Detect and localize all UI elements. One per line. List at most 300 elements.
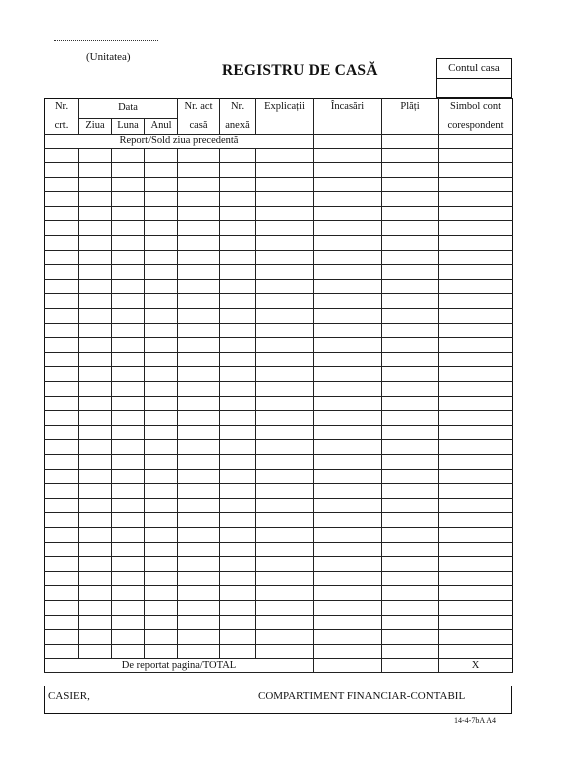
nr-cell[interactable] xyxy=(45,279,79,294)
month-cell[interactable] xyxy=(112,425,145,440)
receipts-cell[interactable] xyxy=(314,425,382,440)
symbol-cell[interactable] xyxy=(439,309,513,324)
explanation-cell[interactable] xyxy=(256,279,314,294)
payments-cell[interactable] xyxy=(382,250,439,265)
nr-cell[interactable] xyxy=(45,250,79,265)
day-cell[interactable] xyxy=(79,513,112,528)
year-cell[interactable] xyxy=(145,425,178,440)
act-cell[interactable] xyxy=(178,571,220,586)
receipts-cell[interactable] xyxy=(314,527,382,542)
day-cell[interactable] xyxy=(79,630,112,645)
act-cell[interactable] xyxy=(178,309,220,324)
day-cell[interactable] xyxy=(79,206,112,221)
payments-cell[interactable] xyxy=(382,279,439,294)
unit-name-line[interactable] xyxy=(54,40,158,41)
payments-cell[interactable] xyxy=(382,571,439,586)
total-payments-cell[interactable] xyxy=(382,659,439,673)
receipts-cell[interactable] xyxy=(314,484,382,499)
annex-cell[interactable] xyxy=(220,148,256,163)
annex-cell[interactable] xyxy=(220,557,256,572)
month-cell[interactable] xyxy=(112,221,145,236)
day-cell[interactable] xyxy=(79,250,112,265)
payments-cell[interactable] xyxy=(382,148,439,163)
symbol-cell[interactable] xyxy=(439,206,513,221)
year-cell[interactable] xyxy=(145,396,178,411)
receipts-cell[interactable] xyxy=(314,309,382,324)
payments-cell[interactable] xyxy=(382,630,439,645)
symbol-cell[interactable] xyxy=(439,338,513,353)
symbol-cell[interactable] xyxy=(439,250,513,265)
explanation-cell[interactable] xyxy=(256,148,314,163)
payments-cell[interactable] xyxy=(382,586,439,601)
annex-cell[interactable] xyxy=(220,644,256,659)
explanation-cell[interactable] xyxy=(256,615,314,630)
symbol-cell[interactable] xyxy=(439,586,513,601)
explanation-cell[interactable] xyxy=(256,338,314,353)
annex-cell[interactable] xyxy=(220,469,256,484)
day-cell[interactable] xyxy=(79,367,112,382)
day-cell[interactable] xyxy=(79,615,112,630)
explanation-cell[interactable] xyxy=(256,527,314,542)
act-cell[interactable] xyxy=(178,454,220,469)
act-cell[interactable] xyxy=(178,177,220,192)
nr-cell[interactable] xyxy=(45,206,79,221)
annex-cell[interactable] xyxy=(220,396,256,411)
nr-cell[interactable] xyxy=(45,323,79,338)
day-cell[interactable] xyxy=(79,294,112,309)
payments-cell[interactable] xyxy=(382,454,439,469)
day-cell[interactable] xyxy=(79,600,112,615)
month-cell[interactable] xyxy=(112,177,145,192)
nr-cell[interactable] xyxy=(45,513,79,528)
receipts-cell[interactable] xyxy=(314,294,382,309)
receipts-cell[interactable] xyxy=(314,571,382,586)
nr-cell[interactable] xyxy=(45,294,79,309)
day-cell[interactable] xyxy=(79,542,112,557)
explanation-cell[interactable] xyxy=(256,542,314,557)
act-cell[interactable] xyxy=(178,498,220,513)
receipts-cell[interactable] xyxy=(314,192,382,207)
act-cell[interactable] xyxy=(178,411,220,426)
year-cell[interactable] xyxy=(145,265,178,280)
symbol-cell[interactable] xyxy=(439,644,513,659)
symbol-cell[interactable] xyxy=(439,469,513,484)
month-cell[interactable] xyxy=(112,586,145,601)
payments-cell[interactable] xyxy=(382,265,439,280)
symbol-cell[interactable] xyxy=(439,236,513,251)
payments-cell[interactable] xyxy=(382,177,439,192)
month-cell[interactable] xyxy=(112,454,145,469)
receipts-cell[interactable] xyxy=(314,148,382,163)
year-cell[interactable] xyxy=(145,294,178,309)
symbol-cell[interactable] xyxy=(439,571,513,586)
explanation-cell[interactable] xyxy=(256,425,314,440)
symbol-cell[interactable] xyxy=(439,294,513,309)
receipts-cell[interactable] xyxy=(314,323,382,338)
payments-cell[interactable] xyxy=(382,440,439,455)
year-cell[interactable] xyxy=(145,192,178,207)
act-cell[interactable] xyxy=(178,630,220,645)
day-cell[interactable] xyxy=(79,352,112,367)
explanation-cell[interactable] xyxy=(256,469,314,484)
receipts-cell[interactable] xyxy=(314,411,382,426)
annex-cell[interactable] xyxy=(220,600,256,615)
receipts-cell[interactable] xyxy=(314,615,382,630)
act-cell[interactable] xyxy=(178,469,220,484)
nr-cell[interactable] xyxy=(45,411,79,426)
year-cell[interactable] xyxy=(145,644,178,659)
annex-cell[interactable] xyxy=(220,177,256,192)
nr-cell[interactable] xyxy=(45,454,79,469)
explanation-cell[interactable] xyxy=(256,440,314,455)
year-cell[interactable] xyxy=(145,279,178,294)
nr-cell[interactable] xyxy=(45,425,79,440)
payments-cell[interactable] xyxy=(382,498,439,513)
annex-cell[interactable] xyxy=(220,382,256,397)
year-cell[interactable] xyxy=(145,177,178,192)
explanation-cell[interactable] xyxy=(256,265,314,280)
receipts-cell[interactable] xyxy=(314,177,382,192)
payments-cell[interactable] xyxy=(382,221,439,236)
year-cell[interactable] xyxy=(145,484,178,499)
day-cell[interactable] xyxy=(79,177,112,192)
day-cell[interactable] xyxy=(79,279,112,294)
year-cell[interactable] xyxy=(145,352,178,367)
annex-cell[interactable] xyxy=(220,586,256,601)
symbol-cell[interactable] xyxy=(439,221,513,236)
symbol-cell[interactable] xyxy=(439,600,513,615)
month-cell[interactable] xyxy=(112,294,145,309)
day-cell[interactable] xyxy=(79,571,112,586)
year-cell[interactable] xyxy=(145,600,178,615)
receipts-cell[interactable] xyxy=(314,630,382,645)
act-cell[interactable] xyxy=(178,557,220,572)
explanation-cell[interactable] xyxy=(256,630,314,645)
payments-cell[interactable] xyxy=(382,484,439,499)
year-cell[interactable] xyxy=(145,630,178,645)
day-cell[interactable] xyxy=(79,192,112,207)
nr-cell[interactable] xyxy=(45,557,79,572)
nr-cell[interactable] xyxy=(45,644,79,659)
act-cell[interactable] xyxy=(178,644,220,659)
symbol-cell[interactable] xyxy=(439,527,513,542)
nr-cell[interactable] xyxy=(45,615,79,630)
symbol-cell[interactable] xyxy=(439,440,513,455)
explanation-cell[interactable] xyxy=(256,367,314,382)
year-cell[interactable] xyxy=(145,236,178,251)
receipts-cell[interactable] xyxy=(314,396,382,411)
annex-cell[interactable] xyxy=(220,527,256,542)
symbol-cell[interactable] xyxy=(439,454,513,469)
day-cell[interactable] xyxy=(79,469,112,484)
payments-cell[interactable] xyxy=(382,294,439,309)
year-cell[interactable] xyxy=(145,469,178,484)
payments-cell[interactable] xyxy=(382,367,439,382)
act-cell[interactable] xyxy=(178,527,220,542)
explanation-cell[interactable] xyxy=(256,600,314,615)
month-cell[interactable] xyxy=(112,192,145,207)
symbol-cell[interactable] xyxy=(439,396,513,411)
year-cell[interactable] xyxy=(145,615,178,630)
year-cell[interactable] xyxy=(145,148,178,163)
day-cell[interactable] xyxy=(79,440,112,455)
explanation-cell[interactable] xyxy=(256,571,314,586)
explanation-cell[interactable] xyxy=(256,221,314,236)
explanation-cell[interactable] xyxy=(256,382,314,397)
nr-cell[interactable] xyxy=(45,382,79,397)
receipts-cell[interactable] xyxy=(314,163,382,178)
symbol-cell[interactable] xyxy=(439,542,513,557)
month-cell[interactable] xyxy=(112,484,145,499)
act-cell[interactable] xyxy=(178,484,220,499)
year-cell[interactable] xyxy=(145,221,178,236)
receipts-cell[interactable] xyxy=(314,542,382,557)
act-cell[interactable] xyxy=(178,600,220,615)
day-cell[interactable] xyxy=(79,498,112,513)
day-cell[interactable] xyxy=(79,484,112,499)
symbol-cell[interactable] xyxy=(439,367,513,382)
receipts-cell[interactable] xyxy=(314,600,382,615)
annex-cell[interactable] xyxy=(220,294,256,309)
day-cell[interactable] xyxy=(79,586,112,601)
year-cell[interactable] xyxy=(145,411,178,426)
receipts-cell[interactable] xyxy=(314,382,382,397)
total-receipts-cell[interactable] xyxy=(314,659,382,673)
act-cell[interactable] xyxy=(178,338,220,353)
nr-cell[interactable] xyxy=(45,221,79,236)
explanation-cell[interactable] xyxy=(256,323,314,338)
act-cell[interactable] xyxy=(178,513,220,528)
day-cell[interactable] xyxy=(79,382,112,397)
nr-cell[interactable] xyxy=(45,600,79,615)
act-cell[interactable] xyxy=(178,221,220,236)
year-cell[interactable] xyxy=(145,586,178,601)
annex-cell[interactable] xyxy=(220,236,256,251)
explanation-cell[interactable] xyxy=(256,557,314,572)
annex-cell[interactable] xyxy=(220,352,256,367)
symbol-cell[interactable] xyxy=(439,630,513,645)
annex-cell[interactable] xyxy=(220,411,256,426)
annex-cell[interactable] xyxy=(220,440,256,455)
receipts-cell[interactable] xyxy=(314,454,382,469)
annex-cell[interactable] xyxy=(220,163,256,178)
month-cell[interactable] xyxy=(112,163,145,178)
day-cell[interactable] xyxy=(79,236,112,251)
year-cell[interactable] xyxy=(145,454,178,469)
symbol-cell[interactable] xyxy=(439,148,513,163)
day-cell[interactable] xyxy=(79,527,112,542)
explanation-cell[interactable] xyxy=(256,396,314,411)
year-cell[interactable] xyxy=(145,571,178,586)
act-cell[interactable] xyxy=(178,396,220,411)
act-cell[interactable] xyxy=(178,367,220,382)
receipts-cell[interactable] xyxy=(314,367,382,382)
act-cell[interactable] xyxy=(178,163,220,178)
act-cell[interactable] xyxy=(178,279,220,294)
month-cell[interactable] xyxy=(112,644,145,659)
symbol-cell[interactable] xyxy=(439,192,513,207)
symbol-cell[interactable] xyxy=(439,498,513,513)
nr-cell[interactable] xyxy=(45,396,79,411)
act-cell[interactable] xyxy=(178,425,220,440)
account-value-field[interactable] xyxy=(437,79,511,98)
month-cell[interactable] xyxy=(112,279,145,294)
symbol-cell[interactable] xyxy=(439,323,513,338)
receipts-cell[interactable] xyxy=(314,221,382,236)
explanation-cell[interactable] xyxy=(256,484,314,499)
explanation-cell[interactable] xyxy=(256,454,314,469)
annex-cell[interactable] xyxy=(220,323,256,338)
explanation-cell[interactable] xyxy=(256,513,314,528)
symbol-cell[interactable] xyxy=(439,265,513,280)
receipts-cell[interactable] xyxy=(314,338,382,353)
year-cell[interactable] xyxy=(145,542,178,557)
annex-cell[interactable] xyxy=(220,615,256,630)
year-cell[interactable] xyxy=(145,309,178,324)
receipts-cell[interactable] xyxy=(314,250,382,265)
year-cell[interactable] xyxy=(145,367,178,382)
nr-cell[interactable] xyxy=(45,163,79,178)
annex-cell[interactable] xyxy=(220,338,256,353)
payments-cell[interactable] xyxy=(382,352,439,367)
payments-cell[interactable] xyxy=(382,469,439,484)
nr-cell[interactable] xyxy=(45,236,79,251)
explanation-cell[interactable] xyxy=(256,294,314,309)
month-cell[interactable] xyxy=(112,542,145,557)
annex-cell[interactable] xyxy=(220,221,256,236)
month-cell[interactable] xyxy=(112,513,145,528)
day-cell[interactable] xyxy=(79,148,112,163)
nr-cell[interactable] xyxy=(45,192,79,207)
annex-cell[interactable] xyxy=(220,367,256,382)
explanation-cell[interactable] xyxy=(256,236,314,251)
symbol-cell[interactable] xyxy=(439,484,513,499)
year-cell[interactable] xyxy=(145,163,178,178)
receipts-cell[interactable] xyxy=(314,498,382,513)
month-cell[interactable] xyxy=(112,309,145,324)
month-cell[interactable] xyxy=(112,236,145,251)
day-cell[interactable] xyxy=(79,309,112,324)
month-cell[interactable] xyxy=(112,527,145,542)
act-cell[interactable] xyxy=(178,440,220,455)
receipts-cell[interactable] xyxy=(314,513,382,528)
annex-cell[interactable] xyxy=(220,250,256,265)
month-cell[interactable] xyxy=(112,440,145,455)
year-cell[interactable] xyxy=(145,557,178,572)
carry-payments-cell[interactable] xyxy=(382,134,439,148)
act-cell[interactable] xyxy=(178,265,220,280)
explanation-cell[interactable] xyxy=(256,206,314,221)
carry-symbol-cell[interactable] xyxy=(439,134,513,148)
year-cell[interactable] xyxy=(145,440,178,455)
month-cell[interactable] xyxy=(112,469,145,484)
annex-cell[interactable] xyxy=(220,454,256,469)
year-cell[interactable] xyxy=(145,498,178,513)
act-cell[interactable] xyxy=(178,586,220,601)
act-cell[interactable] xyxy=(178,615,220,630)
annex-cell[interactable] xyxy=(220,192,256,207)
month-cell[interactable] xyxy=(112,498,145,513)
day-cell[interactable] xyxy=(79,644,112,659)
month-cell[interactable] xyxy=(112,557,145,572)
nr-cell[interactable] xyxy=(45,469,79,484)
year-cell[interactable] xyxy=(145,323,178,338)
month-cell[interactable] xyxy=(112,338,145,353)
year-cell[interactable] xyxy=(145,527,178,542)
payments-cell[interactable] xyxy=(382,382,439,397)
receipts-cell[interactable] xyxy=(314,557,382,572)
payments-cell[interactable] xyxy=(382,338,439,353)
nr-cell[interactable] xyxy=(45,148,79,163)
symbol-cell[interactable] xyxy=(439,163,513,178)
day-cell[interactable] xyxy=(79,323,112,338)
annex-cell[interactable] xyxy=(220,630,256,645)
day-cell[interactable] xyxy=(79,557,112,572)
month-cell[interactable] xyxy=(112,206,145,221)
day-cell[interactable] xyxy=(79,221,112,236)
act-cell[interactable] xyxy=(178,542,220,557)
year-cell[interactable] xyxy=(145,513,178,528)
symbol-cell[interactable] xyxy=(439,352,513,367)
payments-cell[interactable] xyxy=(382,644,439,659)
day-cell[interactable] xyxy=(79,265,112,280)
explanation-cell[interactable] xyxy=(256,250,314,265)
nr-cell[interactable] xyxy=(45,440,79,455)
payments-cell[interactable] xyxy=(382,192,439,207)
receipts-cell[interactable] xyxy=(314,440,382,455)
explanation-cell[interactable] xyxy=(256,411,314,426)
act-cell[interactable] xyxy=(178,323,220,338)
payments-cell[interactable] xyxy=(382,513,439,528)
nr-cell[interactable] xyxy=(45,630,79,645)
annex-cell[interactable] xyxy=(220,513,256,528)
year-cell[interactable] xyxy=(145,338,178,353)
act-cell[interactable] xyxy=(178,294,220,309)
annex-cell[interactable] xyxy=(220,498,256,513)
month-cell[interactable] xyxy=(112,382,145,397)
day-cell[interactable] xyxy=(79,338,112,353)
symbol-cell[interactable] xyxy=(439,425,513,440)
nr-cell[interactable] xyxy=(45,498,79,513)
month-cell[interactable] xyxy=(112,571,145,586)
act-cell[interactable] xyxy=(178,148,220,163)
annex-cell[interactable] xyxy=(220,484,256,499)
nr-cell[interactable] xyxy=(45,177,79,192)
explanation-cell[interactable] xyxy=(256,192,314,207)
act-cell[interactable] xyxy=(178,192,220,207)
explanation-cell[interactable] xyxy=(256,177,314,192)
annex-cell[interactable] xyxy=(220,571,256,586)
payments-cell[interactable] xyxy=(382,615,439,630)
receipts-cell[interactable] xyxy=(314,206,382,221)
month-cell[interactable] xyxy=(112,396,145,411)
act-cell[interactable] xyxy=(178,236,220,251)
payments-cell[interactable] xyxy=(382,425,439,440)
payments-cell[interactable] xyxy=(382,163,439,178)
nr-cell[interactable] xyxy=(45,542,79,557)
receipts-cell[interactable] xyxy=(314,279,382,294)
explanation-cell[interactable] xyxy=(256,586,314,601)
nr-cell[interactable] xyxy=(45,367,79,382)
nr-cell[interactable] xyxy=(45,338,79,353)
month-cell[interactable] xyxy=(112,411,145,426)
month-cell[interactable] xyxy=(112,250,145,265)
symbol-cell[interactable] xyxy=(439,557,513,572)
payments-cell[interactable] xyxy=(382,323,439,338)
nr-cell[interactable] xyxy=(45,571,79,586)
month-cell[interactable] xyxy=(112,265,145,280)
symbol-cell[interactable] xyxy=(439,411,513,426)
